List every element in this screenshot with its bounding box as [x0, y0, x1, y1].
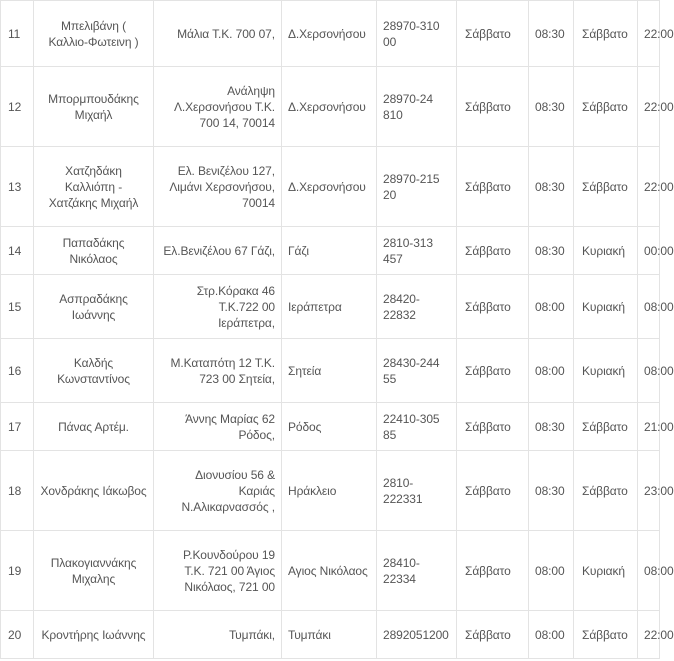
- pharmacist-name: Καλδής Κωνσταντίνος: [34, 339, 154, 403]
- to-day: Σάββατο: [574, 67, 638, 147]
- from-time: 08:00: [529, 339, 574, 403]
- address: Στρ.Κόρακα 46 Τ.Κ.722 00 Ιεράπετρα,: [154, 275, 282, 339]
- row-number: 17: [1, 403, 34, 451]
- to-day: Σάββατο: [574, 403, 638, 451]
- to-time: 21:00: [638, 403, 660, 451]
- from-day: Σάββατο: [457, 531, 529, 611]
- area: Αγιος Νικόλαος: [282, 531, 377, 611]
- from-time: 08:00: [529, 531, 574, 611]
- phone: 28410-22334: [377, 531, 457, 611]
- pharmacist-name: Χονδράκης Ιάκωβος: [34, 451, 154, 531]
- from-day: Σάββατο: [457, 147, 529, 227]
- to-time: 00:00: [638, 227, 660, 275]
- pharmacist-name: Μπελιβάνη ( Καλλιο-Φωτεινη ): [34, 1, 154, 67]
- from-day: Σάββατο: [457, 403, 529, 451]
- row-number: 14: [1, 227, 34, 275]
- from-day: Σάββατο: [457, 611, 529, 659]
- phone: 22410-305 85: [377, 403, 457, 451]
- to-time: 23:00: [638, 451, 660, 531]
- pharmacist-name: Μπορμπουδάκης Μιχαήλ: [34, 67, 154, 147]
- row-number: 11: [1, 1, 34, 67]
- to-time: 22:00: [638, 147, 660, 227]
- area: Ρόδος: [282, 403, 377, 451]
- from-day: Σάββατο: [457, 227, 529, 275]
- area: Τυμπάκι: [282, 611, 377, 659]
- table-row: [1, 451, 660, 531]
- from-time: 08:30: [529, 451, 574, 531]
- area: Ηράκλειο: [282, 451, 377, 531]
- table-row: [1, 147, 660, 227]
- to-day: Σάββατο: [574, 147, 638, 227]
- phone: 28970-24 810: [377, 67, 457, 147]
- table-row: [1, 227, 660, 275]
- to-time: 08:00: [638, 339, 660, 403]
- to-day: Σάββατο: [574, 451, 638, 531]
- pharmacist-name: Πλακογιαννάκης Μιχαλης: [34, 531, 154, 611]
- phone: 2810-222331: [377, 451, 457, 531]
- address: Άννης Μαρίας 62 Ρόδος,: [154, 403, 282, 451]
- to-time: 08:00: [638, 275, 660, 339]
- pharmacist-name: Ασπραδάκης Ιωάννης: [34, 275, 154, 339]
- table-row: [1, 531, 660, 611]
- address: Ανάληψη Λ.Χερσονήσου Τ.Κ. 700 14, 70014: [154, 67, 282, 147]
- address: Διονυσίου 56 & Καριάς Ν.Αλικαρνασσός ,: [154, 451, 282, 531]
- from-day: Σάββατο: [457, 451, 529, 531]
- row-number: 16: [1, 339, 34, 403]
- from-time: 08:30: [529, 67, 574, 147]
- row-number: 13: [1, 147, 34, 227]
- to-time: 22:00: [638, 611, 660, 659]
- from-time: 08:30: [529, 1, 574, 67]
- table-row: [1, 339, 660, 403]
- area: Γάζι: [282, 227, 377, 275]
- phone: 28430-244 55: [377, 339, 457, 403]
- area: Δ.Χερσονήσου: [282, 67, 377, 147]
- row-number: 18: [1, 451, 34, 531]
- phone: 28420-22832: [377, 275, 457, 339]
- area: Δ.Χερσονήσου: [282, 147, 377, 227]
- from-time: 08:30: [529, 403, 574, 451]
- pharmacist-name: Κροντήρης Ιωάννης: [34, 611, 154, 659]
- address: Μ.Καταπότη 12 Τ.Κ. 723 00 Σητεία,: [154, 339, 282, 403]
- row-number: 19: [1, 531, 34, 611]
- pharmacist-name: Παπαδάκης Νικόλαος: [34, 227, 154, 275]
- table-row: [1, 403, 660, 451]
- address: Τυμπάκι,: [154, 611, 282, 659]
- row-number: 12: [1, 67, 34, 147]
- area: Ιεράπετρα: [282, 275, 377, 339]
- to-time: 22:00: [638, 67, 660, 147]
- phone: 28970-215 20: [377, 147, 457, 227]
- table-row: [1, 67, 660, 147]
- row-number: 20: [1, 611, 34, 659]
- address: Μάλια Τ.Κ. 700 07,: [154, 1, 282, 67]
- phone: 2892051200: [377, 611, 457, 659]
- phone: 2810-313 457: [377, 227, 457, 275]
- from-day: Σάββατο: [457, 339, 529, 403]
- to-day: Σάββατο: [574, 611, 638, 659]
- to-day: Κυριακή: [574, 275, 638, 339]
- from-time: 08:30: [529, 147, 574, 227]
- to-time: 22:00: [638, 1, 660, 67]
- from-time: 08:00: [529, 275, 574, 339]
- area: Σητεία: [282, 339, 377, 403]
- to-day: Κυριακή: [574, 531, 638, 611]
- from-day: Σάββατο: [457, 67, 529, 147]
- to-day: Σάββατο: [574, 1, 638, 67]
- from-day: Σάββατο: [457, 1, 529, 67]
- address: Ελ. Βενιζέλου 127, Λιμάνι Χερσονήσου, 70014: [154, 147, 282, 227]
- table-row: [1, 611, 660, 659]
- area: Δ.Χερσονήσου: [282, 1, 377, 67]
- address: Ελ.Βενιζέλου 67 Γάζι,: [154, 227, 282, 275]
- address: Ρ.Κουνδούρου 19 Τ.Κ. 721 00 Άγιος Νικόλαος, 721 00: [154, 531, 282, 611]
- pharmacist-name: Χατζηδάκη Καλλιόπη - Χατζάκης Μιχαήλ: [34, 147, 154, 227]
- from-time: 08:00: [529, 611, 574, 659]
- table-row: [1, 275, 660, 339]
- from-day: Σάββατο: [457, 275, 529, 339]
- from-time: 08:30: [529, 227, 574, 275]
- to-day: Κυριακή: [574, 227, 638, 275]
- to-day: Κυριακή: [574, 339, 638, 403]
- row-number: 15: [1, 275, 34, 339]
- pharmacist-name: Πάνας Αρτέμ.: [34, 403, 154, 451]
- table-body: [1, 1, 674, 659]
- to-time: 08:00: [638, 531, 660, 611]
- phone: 28970-310 00: [377, 1, 457, 67]
- table-row: [1, 1, 660, 67]
